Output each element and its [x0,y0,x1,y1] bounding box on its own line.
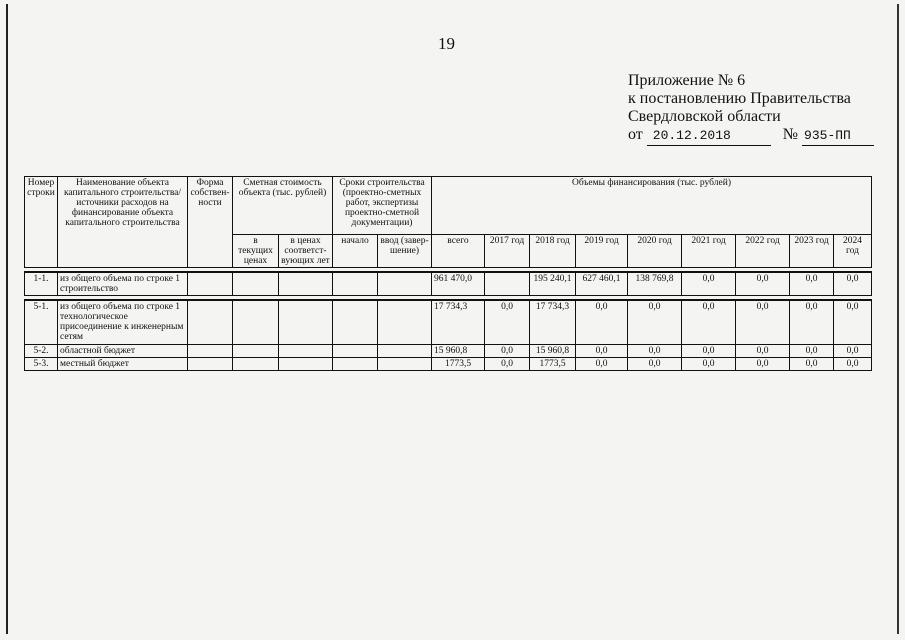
row-value-2017: 0,0 [485,344,530,357]
row-value-2022: 0,0 [736,300,790,344]
row-number: 5-2. [25,344,58,357]
row-value-2022: 0,0 [736,357,790,370]
row-name: из общего объема по строке 1 строительство [58,272,188,296]
header-year-2019: 2019 год [576,235,628,268]
row-name: из общего объема по строке 1 технологическое присоединение к инженерным сетям [58,300,188,344]
row-value-2022: 0,0 [736,344,790,357]
row-total: 15 960,8 [432,344,485,357]
row-value-2024: 0,0 [834,300,872,344]
row-value-2019: 0,0 [576,357,628,370]
row-value-2021: 0,0 [682,344,736,357]
header-year-2024: 2024 год [834,235,872,268]
row-value-2020: 0,0 [628,300,682,344]
row-value-2019: 0,0 [576,344,628,357]
row-value-2017: 0,0 [485,300,530,344]
table-row [25,357,872,370]
row-value-2018: 17 734,3 [530,300,576,344]
number-prefix: № [782,126,799,143]
row-value-2024: 0,0 [834,357,872,370]
annex-date-line [628,126,874,146]
row-value-2022: 0,0 [736,272,790,296]
row-value-2021: 0,0 [682,272,736,296]
header-current-prices: в текущих ценах [233,235,279,268]
row-number: 5-3. [25,357,58,370]
header-row-number: Номер строки [25,177,58,268]
row-value-2023: 0,0 [790,344,834,357]
row-value-2021: 0,0 [682,300,736,344]
table-row [25,300,872,344]
financing-table [24,176,872,371]
row-value-2018: 195 240,1 [530,272,576,296]
row-value-2024: 0,0 [834,272,872,296]
row-value-2017: 0,0 [485,357,530,370]
annex-line-region: Свердловской области [628,108,781,125]
header-financing-volumes: Объемы финансирования (тыс. рублей) [432,177,872,235]
row-value-2020: 138 769,8 [628,272,682,296]
row-value-2017 [485,272,530,296]
header-completion: ввод (завер-шение) [378,235,432,268]
annex-header [628,72,874,146]
row-value-2023: 0,0 [790,272,834,296]
row-name: областной бюджет [58,344,188,357]
header-start: начало [333,235,378,268]
row-number: 1-1. [25,272,58,296]
header-year-2023: 2023 год [790,235,834,268]
header-year-2021: 2021 год [682,235,736,268]
annex-title: Приложение № 6 [628,72,746,89]
row-number: 5-1. [25,300,58,344]
resolution-date: 20.12.2018 [647,127,771,146]
header-year-2017: 2017 год [485,235,530,268]
row-name: местный бюджет [58,357,188,370]
row-value-2019: 627 460,1 [576,272,628,296]
header-corresponding-prices: в ценах соответст-вующих лет [279,235,333,268]
resolution-number: 935-ПП [802,127,874,146]
header-estimated-cost: Сметная стоимость объекта (тыс. рублей) [233,177,333,235]
row-total: 961 470,0 [432,272,485,296]
row-total: 17 734,3 [432,300,485,344]
header-total: всего [432,235,485,268]
row-value-2023: 0,0 [790,357,834,370]
row-value-2020: 0,0 [628,344,682,357]
row-value-2023: 0,0 [790,300,834,344]
header-year-2018: 2018 год [530,235,576,268]
header-year-2020: 2020 год [628,235,682,268]
date-prefix: от [628,126,643,143]
header-ownership: Форма собствен-ности [188,177,233,268]
row-total: 1773,5 [432,357,485,370]
page-number: 19 [438,34,455,53]
row-value-2018: 1773,5 [530,357,576,370]
annex-line-resolution: к постановлению Правительства [628,90,851,107]
header-object-name: Наименование объекта капитального строительства/ источники расходов на финансирование объекта капитального строительства [58,177,188,268]
table-row [25,344,872,357]
row-value-2021: 0,0 [682,357,736,370]
header-construction-terms: Сроки строительства (проектно-сметных работ, экспертизы проектно-сметной документации) [333,177,432,235]
row-value-2018: 15 960,8 [530,344,576,357]
row-value-2020: 0,0 [628,357,682,370]
table-row [25,272,872,296]
row-value-2024: 0,0 [834,344,872,357]
header-year-2022: 2022 год [736,235,790,268]
row-value-2019: 0,0 [576,300,628,344]
